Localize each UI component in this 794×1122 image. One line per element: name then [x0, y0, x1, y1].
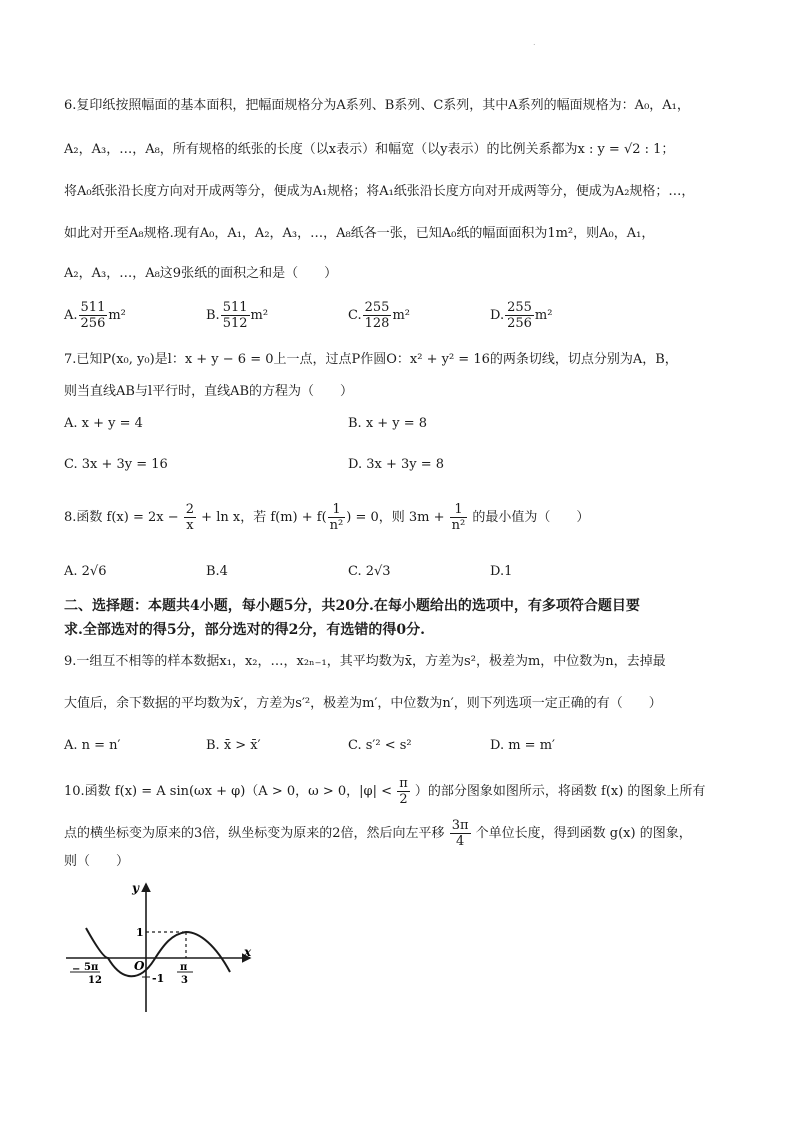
q7-option-a[interactable]: A. x + y = 4: [64, 416, 143, 431]
q10-line-3: 则（ ）: [64, 854, 130, 869]
q8-stem: 8.函数 f(x) = 2x − $\frac{2}{x}$ + ln x，若 f(m) + f( $\frac{1}{\text{n²}}$ ) = 0，则 3m + $\frac{1}{\text{n²}}$ 的最小值为（ ）: [64, 502, 590, 533]
q7-option-b[interactable]: B. x + y = 8: [348, 416, 428, 431]
sine-graph-figure: [64, 878, 254, 1014]
y-min-label: -1: [152, 972, 165, 985]
left-tick-minus: −: [72, 964, 81, 975]
option-label: A.: [64, 308, 78, 323]
y-max-label: 1: [136, 926, 144, 939]
q7-option-c[interactable]: C. 3x + 3y = 16: [64, 457, 168, 472]
q10-line-2: 点的横坐标变为原来的3倍，纵坐标变为原来的2倍，然后向左平移 $\frac{3\pi}{4}$ 个单位长度，得到函数 g(x) 的图象，: [64, 818, 692, 849]
q9-option-c[interactable]: C. s′² < s²: [348, 738, 412, 753]
q6-option-c[interactable]: [348, 300, 410, 331]
option-fraction: $\frac{511}{512}$: [222, 300, 248, 331]
right-tick-denominator: 3: [181, 975, 188, 986]
q6-line-5: A₂，A₃，…，A₈这9张纸的面积之和是（ ）: [64, 266, 338, 281]
option-label: D.: [490, 308, 505, 323]
y-axis-label: y: [132, 881, 139, 895]
q10-line-1: 10.函数 f(x) = A sin(ωx + φ)（A > 0，ω > 0，|φ| < $\frac{\pi}{2}$ ）的部分图象如图所示，将函数 f(x) 的图象上所有: [64, 776, 706, 807]
left-tick-denominator: 12: [88, 975, 102, 986]
option-unit: m²: [534, 308, 553, 323]
section-2-heading-line-1: 二、选择题：本题共4小题，每小题5分，共20分.在每小题给出的选项中，有多项符合题目要: [64, 598, 640, 614]
origin-label: O: [134, 959, 145, 973]
q6-line-2: A₂，A₃，…，A₈，所有规格的纸张的长度（以x表示）和幅宽（以y表示）的比例关系都为x : y = √2 : 1；: [64, 142, 675, 157]
option-label: C.: [348, 308, 362, 323]
q9-line-2: 大值后，余下数据的平均数为x̄′，方差为s′²，极差为m′，中位数为n′，则下列选项一定正确的有（ ）: [64, 696, 662, 711]
q6-line-3: 将A₀纸张沿长度方向对开成两等分，便成为A₁规格；将A₁纸张沿长度方向对开成两等分，便成为A₂规格；…，: [64, 184, 695, 199]
section-2-heading-line-2: 求.全部选对的得5分，部分选对的得2分，有选错的得0分.: [64, 622, 425, 638]
q9-option-d[interactable]: D. m = m′: [490, 738, 555, 753]
option-unit: m²: [108, 308, 126, 323]
q8-option-a[interactable]: A. 2√6: [64, 564, 107, 579]
q9-option-a[interactable]: A. n = n′: [64, 738, 121, 753]
q9-line-1: 9.一组互不相等的样本数据x₁，x₂，…，x₂ₙ₋₁，其平均数为x̄，方差为s²，极差为m，中位数为n，去掉最: [64, 654, 666, 669]
q6-line-1: 6.复印纸按照幅面的基本面积，把幅面规格分为A系列、B系列、C系列，其中A系列的幅面规格为：A₀，A₁，: [64, 98, 690, 113]
option-unit: m²: [392, 308, 410, 323]
q9-option-b[interactable]: B. x̄ > x̄′: [206, 738, 261, 753]
q8-option-d[interactable]: D.1: [490, 564, 513, 579]
option-label: B.: [206, 308, 220, 323]
q8-fraction-1: $\frac{2}{x}$: [185, 502, 195, 533]
q10-fraction-2: $\frac{3\pi}{4}$: [451, 818, 469, 849]
q6-option-a[interactable]: [64, 300, 126, 331]
q6-option-b[interactable]: [206, 300, 268, 331]
option-fraction: $\frac{255}{256}$: [507, 300, 532, 331]
q7-option-d[interactable]: D. 3x + 3y = 8: [348, 457, 445, 472]
q6-line-4: 如此对开至A₈规格.现有A₀，A₁，A₂，A₃，…，A₈纸各一张，已知A₀纸的幅面面积为1m²，则A₀，A₁，: [64, 226, 655, 241]
q7-line-1: 7.已知P(x₀, y₀)是l：x + y − 6 = 0上一点，过点P作圆O：x² + y² = 16的两条切线，切点分别为A，B，: [64, 352, 678, 367]
q8-option-c[interactable]: C. 2√3: [348, 564, 391, 579]
right-tick-numerator: π: [180, 962, 188, 973]
x-axis-label: x: [244, 945, 252, 959]
left-tick-numerator: 5π: [84, 962, 99, 973]
q7-line-2: 则当直线AB与l平行时，直线AB的方程为（ ）: [64, 384, 354, 399]
sine-curve: [86, 928, 230, 976]
q8-fraction-3: $\frac{1}{\text{n²}}$: [451, 502, 466, 533]
q10-fraction-1: $\frac{\pi}{2}$: [399, 776, 408, 807]
q8-option-b[interactable]: B.4: [206, 564, 228, 579]
q8-fraction-2: $\frac{1}{\text{n²}}$: [329, 502, 344, 533]
q6-option-d[interactable]: [490, 300, 552, 331]
option-unit: m²: [250, 308, 269, 323]
option-fraction: $\frac{511}{256}$: [80, 300, 106, 331]
header-mark: .: [533, 38, 536, 47]
option-fraction: $\frac{255}{128}$: [364, 300, 390, 331]
